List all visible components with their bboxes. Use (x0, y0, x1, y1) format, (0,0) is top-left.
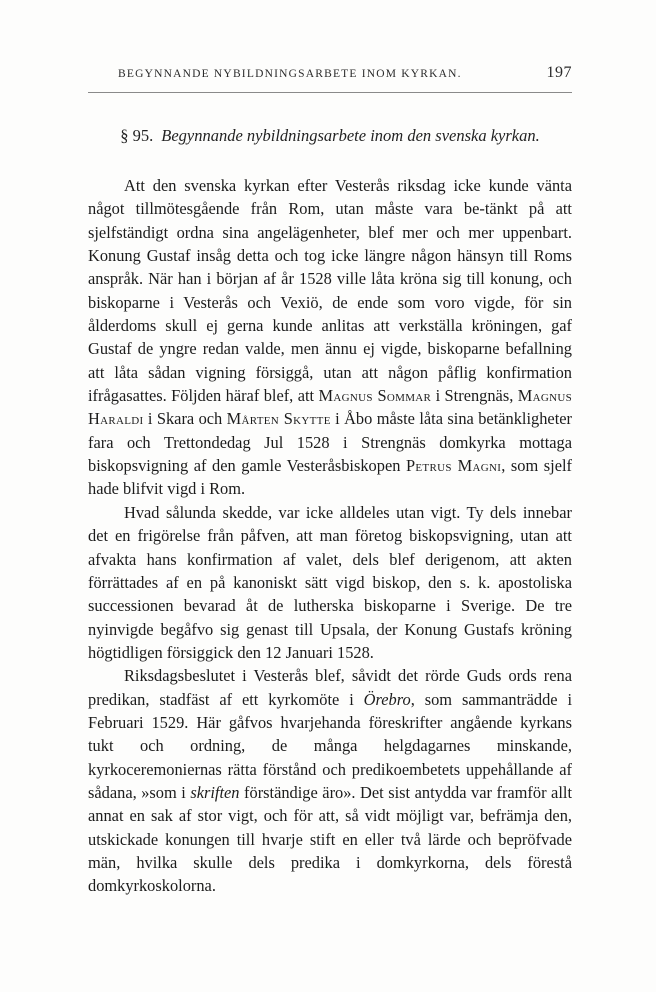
text-segment: i Skara och (143, 409, 227, 429)
place-name: Örebro (363, 689, 411, 709)
paragraph (88, 501, 572, 664)
text-segment: Riksdagsbeslutet i Vesterås blef, såvidt det rörde Guds ords rena predikan, stadfäst af ett kyrkomöte i (88, 666, 572, 709)
section-title: Begynnande nybildningsarbete inom den svenska kyrkan. (161, 126, 540, 145)
text-segment: i Åbo måste låta sina betänkligheter fara och Trettondedag Jul 1528 i Strengnäs domkyrka mottaga biskopsvigning af den gamle Vesteråsbiskopen (88, 409, 572, 476)
paragraph (88, 174, 572, 501)
text-segment: förständige äro». Det sist antydda var framför allt annat en sak af stor vigt, och för att, så vidt möjligt var, befrämja den, utskickade konungen till hvarje stift en eller två lärde och bepröfvade män, hvilka skulle dels predika i domkyrkorna, dels förestå domkyrkoskolorna. (88, 782, 572, 896)
section-heading (88, 124, 572, 148)
text-segment: i Strengnäs, (431, 386, 518, 406)
running-head (88, 64, 572, 84)
person-name: Mårten Skytte (226, 409, 331, 429)
person-name: Magnus Haraldi (88, 386, 572, 429)
person-name: Petrus Magni (406, 456, 502, 476)
text-segment: Hvad sålunda skedde, var icke alldeles utan vigt. Ty dels innebar det en frigörelse från påfven, att man företog biskopsvigning, utan att afvakta hans konfirmation af valet, dels blef derigenom, att akten förrättades af en på kanoniskt sätt vigd biskop, den s. k. apostoliska successionen bevarad åt de lutherska biskoparne i Sverige. De tre nyinvigde begåfvo sig genast till Upsala, der Konung Gustafs kröning högtidligen försiggick den 12 Januari 1528. (88, 502, 572, 662)
page-number: 197 (546, 64, 572, 81)
section-number: § 95. (120, 126, 154, 145)
paragraph (88, 664, 572, 897)
body-text (88, 174, 572, 898)
running-head-title: BEGYNNANDE NYBILDNINGSARBETE INOM KYRKAN. (118, 68, 462, 80)
text-segment: , som sjelf hade blifvit vigd i Rom. (88, 456, 572, 499)
text-segment: , som sammanträdde i Februari 1529. Här gåfvos hvarjehanda föreskrifter angående kyrkans tukt och ordning, de många helgdagarnes minskande, kyrkoceremoniernas rätta förstånd och predikoembetets uppehållande af sådana, »som i (88, 689, 573, 802)
header-rule (88, 92, 572, 93)
person-name: Magnus Sommar (318, 386, 432, 406)
text-segment: Att den svenska kyrkan efter Vesterås riksdag icke kunde vänta något tillmötesgående från Rom, utan måste vara be-tänkt på att sjelfständigt ordna sina angelägenheter, blef mer och mer uppenbart. Konung Gustaf insåg detta och tog icke längre någon hänsyn till Roms anspråk. När han i början af år 1528 ville låta kröna sig till konung, och biskoparne i Vesterås och Vexiö, de ende som voro vigde, för sin ålderdoms skull ej gerna kunde anlitas att verkställa kröningen, gaf Gustaf de yngre redan valde, men ännu ej vigde, biskoparne befallning att låta sådan vigning försiggå, utan att någon påflig konfirmation ifrågasattes. Följden häraf blef, att (88, 176, 572, 406)
emphasized-word: skriften (190, 782, 240, 802)
